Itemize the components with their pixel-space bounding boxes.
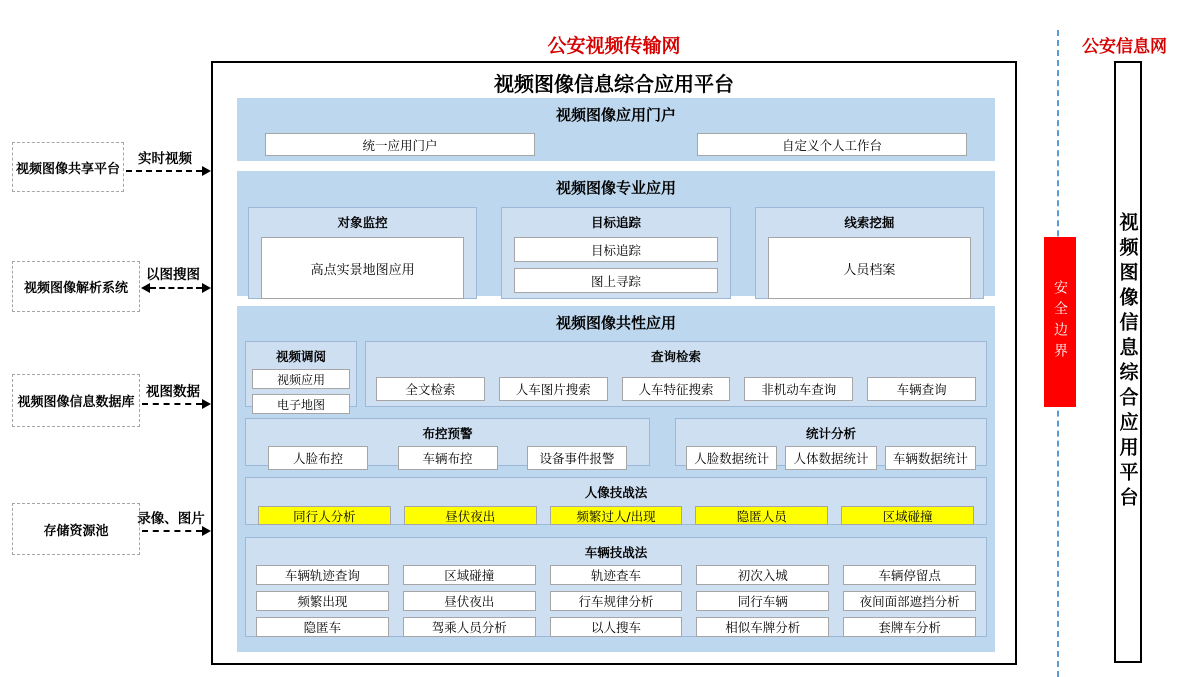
group-title-object-monitoring: 对象监控 <box>337 215 388 230</box>
group-title-target-tracking: 目标追踪 <box>590 215 641 230</box>
group-title-video-review: 视频调阅 <box>275 349 326 364</box>
app-box-vehicle-data-stats: 车辆数据统计 <box>885 446 976 470</box>
app-box-nonmotor-query: 非机动车查询 <box>744 377 853 401</box>
common-row-review-query <box>237 333 995 412</box>
app-box-custom-workbench: 自定义个人工作台 <box>697 133 967 156</box>
tactic-box-companion-vehicle: 同行车辆 <box>696 591 829 611</box>
source-box-video-info-database: 视频图像信息数据库 <box>12 374 140 427</box>
info-network-platform-label: 视频图像信息综合应用平台 <box>1116 212 1139 512</box>
source-box-video-sharing-platform: 视频图像共享平台 <box>12 142 124 192</box>
section-common-apps <box>237 306 995 652</box>
tactic-box-driving-pattern-analysis: 行车规律分析 <box>550 591 683 611</box>
group-title-person-tactics: 人像技战法 <box>584 485 648 500</box>
arrow-label-realtime-video: 实时视频 <box>138 151 192 167</box>
security-boundary-label: 安全边界 <box>1052 280 1068 364</box>
group-vehicle-tactics <box>245 537 987 637</box>
group-title-clue-mining: 线索挖掘 <box>844 215 895 230</box>
tactic-box-cloned-plate-analysis: 套牌车分析 <box>843 617 976 637</box>
tactic-box-driver-passenger-analysis: 驾乘人员分析 <box>403 617 536 637</box>
group-title-vehicle-tactics: 车辆技战法 <box>584 545 648 560</box>
tactic-box-night-face-occlusion-analysis: 夜间面部遮挡分析 <box>843 591 976 611</box>
group-object-monitoring <box>248 207 477 299</box>
app-box-vehicle-query: 车辆查询 <box>867 377 976 401</box>
portal-items-row <box>237 125 995 156</box>
app-box-fulltext-search: 全文检索 <box>376 377 485 401</box>
section-application-portal <box>237 98 995 161</box>
tactic-box-day-hide-night-out-vehicle: 昼伏夜出 <box>403 591 536 611</box>
platform-main-box <box>211 61 1017 665</box>
common-row-vehicle-tactics <box>237 525 995 637</box>
transport-network-label: 公安视频传输网 <box>547 35 681 57</box>
common-row-person-tactics <box>237 466 995 525</box>
arrow-label-recordings-pictures: 录像、图片 <box>137 511 205 527</box>
group-person-tactics <box>245 477 987 525</box>
arrow-label-image-search: 以图搜图 <box>146 267 200 283</box>
tactic-box-similar-plate-analysis: 相似车牌分析 <box>696 617 829 637</box>
section-professional-apps <box>237 171 995 296</box>
arrow-recordings-pictures <box>142 530 202 532</box>
tactic-box-area-collision: 区域碰撞 <box>841 506 974 525</box>
group-title-control-warning: 布控预警 <box>422 426 473 441</box>
group-query-search <box>365 341 987 407</box>
tactic-box-frequent-appearance-vehicle: 频繁出现 <box>256 591 389 611</box>
group-target-tracking <box>501 207 730 299</box>
professional-groups-row <box>237 198 995 299</box>
group-clue-mining <box>755 207 984 299</box>
tactic-box-area-collision-vehicle: 区域碰撞 <box>403 565 536 585</box>
app-box-map-tracing: 图上寻踪 <box>514 268 717 293</box>
platform-title: 视频图像信息综合应用平台 <box>494 72 734 96</box>
group-statistics <box>675 418 987 466</box>
source-box-video-parsing-system: 视频图像解析系统 <box>12 261 140 312</box>
tactic-box-day-hide-night-out: 昼伏夜出 <box>404 506 537 525</box>
section-title-professional: 视频图像专业应用 <box>555 179 676 197</box>
app-box-person-vehicle-image-search: 人车图片搜索 <box>499 377 608 401</box>
tactic-box-companion-analysis: 同行人分析 <box>258 506 391 525</box>
source-box-storage-pool: 存储资源池 <box>12 503 140 555</box>
tactic-box-frequent-appearance: 频繁过人/出现 <box>550 506 683 525</box>
app-box-personnel-archive: 人员档案 <box>768 237 971 299</box>
arrow-realtime-video <box>126 170 202 172</box>
app-box-vehicle-control: 车辆布控 <box>398 446 498 470</box>
section-title-portal: 视频图像应用门户 <box>555 106 676 124</box>
tactic-box-vehicle-stay-point: 车辆停留点 <box>843 565 976 585</box>
app-box-person-vehicle-feature-search: 人车特征搜索 <box>622 377 731 401</box>
tactic-box-hidden-person: 隐匿人员 <box>695 506 828 525</box>
info-network-platform-box <box>1114 61 1142 663</box>
app-box-video-application: 视频应用 <box>252 369 350 389</box>
app-box-target-tracking: 目标追踪 <box>514 237 717 262</box>
group-video-review <box>245 341 357 412</box>
section-title-common: 视频图像共性应用 <box>555 314 676 332</box>
app-box-highpoint-map: 高点实景地图应用 <box>261 237 464 299</box>
app-box-electronic-map: 电子地图 <box>252 394 350 414</box>
app-box-body-data-stats: 人体数据统计 <box>785 446 876 470</box>
app-box-face-control: 人脸布控 <box>268 446 368 470</box>
arrow-image-search-bidirectional <box>150 287 202 289</box>
group-control-warning <box>245 418 650 466</box>
group-title-statistics: 统计分析 <box>805 426 856 441</box>
info-network-label: 公安信息网 <box>1082 37 1167 57</box>
common-row-control-stats <box>237 407 995 466</box>
security-boundary-box <box>1044 237 1076 407</box>
arrow-view-data <box>142 403 202 405</box>
arrow-label-view-data: 视图数据 <box>146 384 200 400</box>
app-box-device-event-alarm: 设备事件报警 <box>527 446 627 470</box>
tactic-box-hidden-vehicle: 隐匿车 <box>256 617 389 637</box>
tactic-box-search-vehicle-by-person: 以人搜车 <box>550 617 683 637</box>
tactic-box-first-entry-city: 初次入城 <box>696 565 829 585</box>
app-box-face-data-stats: 人脸数据统计 <box>686 446 777 470</box>
tactic-box-track-vehicle-search: 轨迹查车 <box>550 565 683 585</box>
app-box-unified-portal: 统一应用门户 <box>265 133 535 156</box>
tactic-box-vehicle-track-query: 车辆轨迹查询 <box>256 565 389 585</box>
group-title-query-search: 查询检索 <box>650 349 701 364</box>
